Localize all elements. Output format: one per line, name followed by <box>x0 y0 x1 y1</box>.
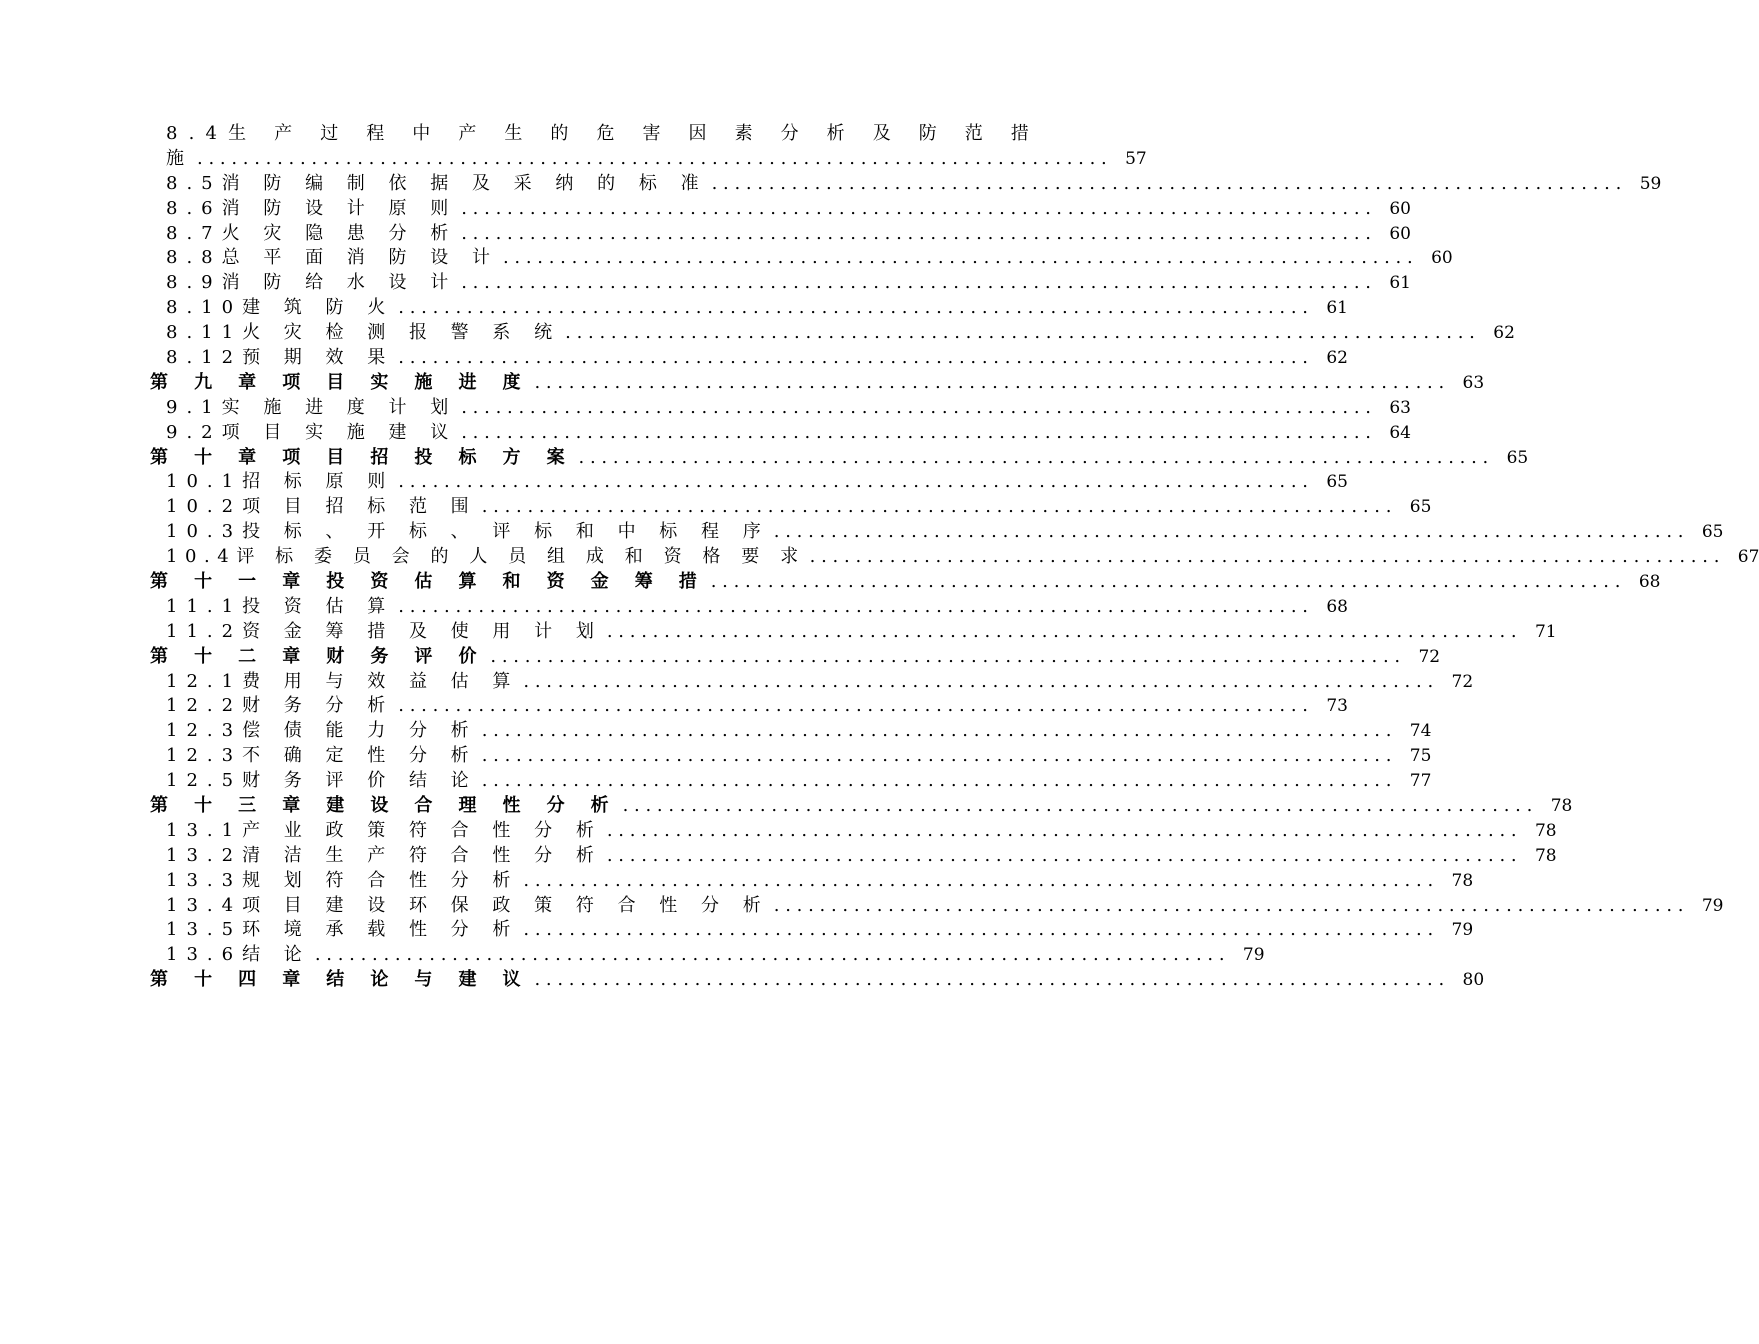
leader-dots <box>770 894 1688 919</box>
toc-entry[interactable] <box>150 222 1411 247</box>
toc-entry-label: 12.1费 用 与 效 益 估 算 <box>166 670 520 692</box>
leader-dots <box>806 545 1724 570</box>
toc-entry[interactable] <box>150 421 1411 446</box>
toc-entry[interactable] <box>150 719 1432 744</box>
toc-page-number: 59 <box>1639 173 1662 194</box>
toc-entry-label: 10.3投 标 、 开 标 、 评 标 和 中 标 程 序 <box>166 521 770 543</box>
toc-chapter[interactable] <box>150 371 1485 396</box>
toc-page-number: 65 <box>1409 497 1432 518</box>
toc-entry-label: 8.6消 防 设 计 原 则 <box>166 197 458 219</box>
toc-entry[interactable] <box>150 943 1265 968</box>
toc-entry[interactable] <box>150 744 1432 769</box>
toc-page-number: 60 <box>1431 248 1453 269</box>
toc-page-number: 77 <box>1409 771 1432 792</box>
toc-entry[interactable] <box>150 869 1474 894</box>
toc-page-number: 78 <box>1550 796 1573 817</box>
toc-entry-label: 11.1投 资 估 算 <box>166 595 395 617</box>
toc-entry[interactable] <box>150 620 1557 645</box>
toc-entry-label: 12.5财 务 评 价 结 论 <box>166 770 478 792</box>
leader-dots <box>603 819 1521 844</box>
leader-dots <box>519 869 1437 894</box>
toc-page-number: 78 <box>1534 845 1557 866</box>
toc-page-number: 78 <box>1534 820 1557 841</box>
toc-entry-label: 8.8总 平 面 消 防 设 计 <box>166 247 499 269</box>
toc-entry[interactable] <box>150 197 1411 222</box>
toc-page-number: 65 <box>1326 472 1348 493</box>
leader-dots <box>770 520 1688 545</box>
toc-entry-label: 8.5消 防 编 制 依 据 及 采 纳 的 标 准 <box>166 172 708 194</box>
toc-entry[interactable] <box>150 321 1515 346</box>
toc-page-number: 65 <box>1701 522 1724 543</box>
toc-page-number: 63 <box>1389 397 1411 418</box>
leader-dots <box>530 968 1448 993</box>
toc-entry[interactable] <box>150 246 1453 271</box>
toc-entry[interactable] <box>150 495 1432 520</box>
toc-chapter-label: 第 十 章 项 目 招 投 标 方 案 <box>150 446 575 468</box>
leader-dots <box>478 495 1396 520</box>
table-of-contents <box>150 122 1759 993</box>
toc-entry-label: 13.3规 划 符 合 性 分 析 <box>166 869 520 891</box>
toc-entry-label: 13.4项 目 建 设 环 保 政 策 符 合 性 分 析 <box>166 894 770 916</box>
toc-page-number: 61 <box>1326 298 1348 319</box>
toc-entry-label: 8.4生 产 过 程 中 产 生 的 危 害 因 素 分 析 及 防 范 措 <box>166 122 1040 144</box>
toc-page-number: 72 <box>1418 646 1441 667</box>
leader-dots <box>708 172 1626 197</box>
toc-entry-label: 10.4评 标 委 员 会 的 人 员 组 成 和 资 格 要 求 <box>166 546 806 568</box>
toc-entry[interactable] <box>150 470 1348 495</box>
toc-entry[interactable] <box>150 396 1411 421</box>
leader-dots <box>457 197 1375 222</box>
leader-dots <box>519 670 1437 695</box>
toc-entry[interactable] <box>150 844 1557 869</box>
leader-dots <box>486 645 1404 670</box>
leader-dots <box>457 222 1375 247</box>
leader-dots <box>603 844 1521 869</box>
toc-page-number: 65 <box>1506 447 1529 468</box>
leader-dots <box>311 943 1229 968</box>
toc-page-number: 68 <box>1638 572 1661 593</box>
leader-dots <box>394 694 1312 719</box>
toc-chapter[interactable] <box>150 794 1573 819</box>
toc-chapter[interactable] <box>150 968 1485 993</box>
leader-dots <box>394 296 1312 321</box>
toc-entry-label: 13.2清 洁 生 产 符 合 性 分 析 <box>166 844 603 866</box>
toc-entry-label: 10.2项 目 招 标 范 围 <box>166 496 478 518</box>
leader-dots <box>457 396 1375 421</box>
toc-chapter-label: 第 九 章 项 目 实 施 进 度 <box>150 371 531 393</box>
toc-entry[interactable] <box>150 346 1348 371</box>
toc-entry[interactable] <box>150 172 1662 197</box>
toc-entry[interactable] <box>150 694 1348 719</box>
toc-entry-label: 11.2资 金 筹 措 及 使 用 计 划 <box>166 620 603 642</box>
toc-page-number: 79 <box>1242 945 1265 966</box>
leader-dots <box>457 421 1375 446</box>
toc-page-number: 73 <box>1326 696 1348 717</box>
toc-chapter[interactable] <box>150 570 1661 595</box>
toc-page-number: 64 <box>1389 422 1411 443</box>
toc-page-number: 71 <box>1534 621 1557 642</box>
toc-page-number: 63 <box>1462 372 1485 393</box>
toc-entry-label: 施 <box>166 147 193 169</box>
toc-entry-label: 9.1实 施 进 度 计 划 <box>166 396 458 418</box>
toc-entry-label: 8.12预 期 效 果 <box>166 347 395 368</box>
toc-chapter-label: 第 十 三 章 建 设 合 理 性 分 析 <box>150 795 619 817</box>
leader-dots <box>499 246 1417 271</box>
toc-page-number: 57 <box>1125 148 1147 169</box>
toc-page-number: 72 <box>1451 671 1474 692</box>
leader-dots <box>478 744 1396 769</box>
toc-chapter[interactable] <box>150 446 1529 471</box>
toc-entry-label: 13.1产 业 政 策 符 合 性 分 析 <box>166 819 603 841</box>
toc-chapter-label: 第 十 四 章 结 论 与 建 议 <box>150 969 531 991</box>
leader-dots <box>575 446 1493 471</box>
toc-chapter[interactable] <box>150 645 1441 670</box>
toc-entry-label: 12.3不 确 定 性 分 析 <box>166 745 478 767</box>
leader-dots <box>478 769 1396 794</box>
leader-dots <box>707 570 1625 595</box>
toc-page-number: 68 <box>1326 596 1348 617</box>
toc-page-number: 60 <box>1389 198 1411 219</box>
toc-entry[interactable] <box>150 595 1348 620</box>
toc-page-number: 78 <box>1451 870 1474 891</box>
toc-page-number: 80 <box>1462 970 1485 991</box>
toc-entry-label: 10.1招 标 原 则 <box>166 471 395 493</box>
toc-page-number: 79 <box>1701 895 1724 916</box>
toc-page-number: 79 <box>1451 920 1474 941</box>
toc-entry-label: 13.6结 论 <box>166 944 311 966</box>
toc-chapter-label: 第 十 一 章 投 资 估 算 和 资 金 筹 措 <box>150 571 707 593</box>
toc-entry[interactable] <box>150 670 1474 695</box>
toc-entry[interactable] <box>150 819 1557 844</box>
leader-dots <box>394 346 1312 371</box>
toc-chapter-label: 第 十 二 章 财 务 评 价 <box>150 645 487 667</box>
leader-dots <box>457 271 1375 296</box>
toc-entry-8-4-line2[interactable] <box>150 147 1147 172</box>
toc-entry[interactable] <box>150 271 1411 296</box>
toc-entry[interactable] <box>150 296 1348 321</box>
leader-dots <box>193 147 1111 172</box>
toc-entry[interactable] <box>150 545 1759 570</box>
leader-dots <box>394 595 1312 620</box>
leader-dots <box>519 918 1437 943</box>
leader-dots <box>394 470 1312 495</box>
toc-page-number: 61 <box>1389 273 1411 294</box>
toc-page-number: 62 <box>1326 348 1348 368</box>
leader-dots <box>478 719 1396 744</box>
leader-dots <box>530 371 1448 396</box>
toc-entry-label: 8.11火 灾 检 测 报 警 系 统 <box>166 322 562 344</box>
leader-dots <box>603 620 1521 645</box>
toc-entry-label: 12.2财 务 分 析 <box>166 695 395 717</box>
toc-entry-label: 8.9消 防 给 水 设 计 <box>166 272 458 294</box>
toc-entry-8-4-line1[interactable] <box>150 122 1040 147</box>
toc-entry-label: 8.10建 筑 防 火 <box>166 297 395 319</box>
leader-dots <box>619 794 1537 819</box>
toc-page-number: 60 <box>1389 223 1411 244</box>
toc-entry-label: 12.3偿 债 能 力 分 析 <box>166 720 478 742</box>
leader-dots <box>561 321 1479 346</box>
toc-entry[interactable] <box>150 919 1474 944</box>
toc-entry[interactable] <box>150 520 1724 545</box>
toc-entry-label: 8.7火 灾 隐 患 分 析 <box>166 222 458 244</box>
toc-page-number: 62 <box>1493 323 1515 344</box>
toc-entry-label: 9.2项 目 实 施 建 议 <box>166 421 458 443</box>
toc-entry[interactable] <box>150 769 1432 794</box>
toc-entry-label: 13.5环 境 承 载 性 分 析 <box>166 919 520 941</box>
toc-page-number: 74 <box>1409 721 1432 742</box>
toc-page-number: 75 <box>1409 746 1432 767</box>
toc-page-number: 67 <box>1737 547 1759 568</box>
toc-entry[interactable] <box>150 894 1724 919</box>
